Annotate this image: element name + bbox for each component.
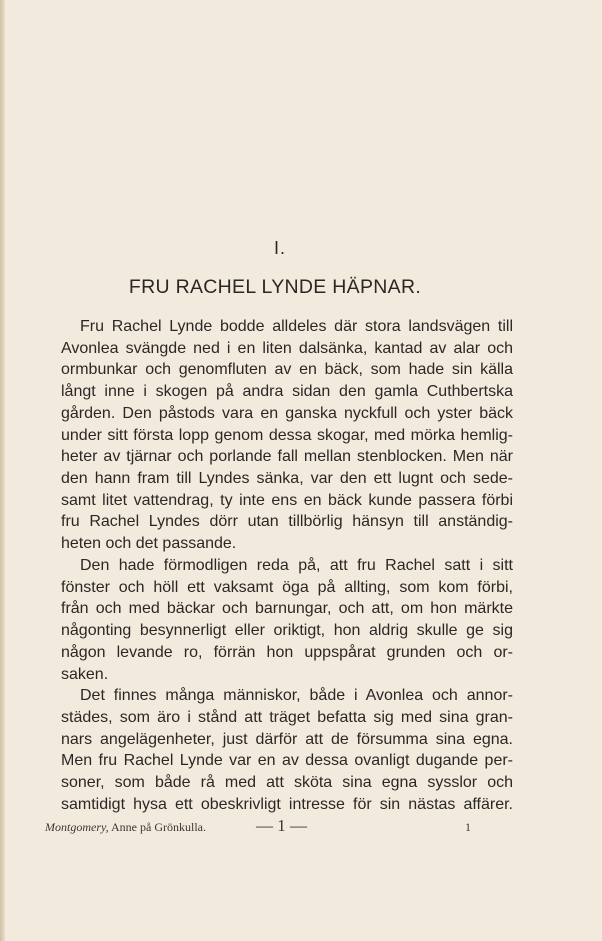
text-line: långt inne i skogen på andra sidan den gamla Cuthbertska	[61, 383, 513, 401]
paragraph	[61, 685, 513, 815]
text-line: fönster och höll ett vaksamt öga på allting, som kom förbi,	[61, 578, 513, 596]
text-line: soner, som både rå med att sköta sina egna sysslor och	[61, 774, 513, 792]
text-line: Avonlea svängde ned i en liten dalsänka, kantad av alar och	[61, 339, 513, 357]
text-line: Men fru Rachel Lynde var en av dessa ovanligt dugande per-	[61, 752, 513, 770]
text-line: samtidigt hysa ett obeskrivligt intresse för sin nästas affärer.	[61, 795, 513, 813]
text-line: saken.	[61, 665, 109, 683]
footer-citation	[45, 820, 206, 835]
text-line: den hann fram till Lyndes sänka, var den ett lugnt och sede-	[61, 470, 513, 488]
text-line: under sitt första lopp genom dessa skogar, med mörka hemlig-	[61, 426, 513, 444]
paragraph	[61, 316, 513, 555]
page-binding-edge	[0, 0, 5, 941]
text-line: från och med bäckar och barnungar, och att, om hon märkte	[61, 600, 513, 618]
text-line: samt litet vattendrag, ty inte ens en bäck kunde passera förbi	[61, 491, 513, 509]
text-line: ormbunkar och genomfluten av en bäck, som hade sin källa	[61, 361, 513, 379]
text-line: någon levande ro, förrän hon uppspårat grunden och or-	[61, 643, 513, 661]
text-line: nars angelägenheter, just därför att de försumma sina egna.	[61, 730, 513, 748]
footer-book-title: Anne på Grönkulla.	[111, 820, 206, 834]
footer-signature-mark: 1	[465, 820, 471, 834]
chapter-number: I.	[273, 238, 286, 258]
chapter-title: FRU RACHEL LYNDE HÄPNAR.	[128, 276, 422, 298]
text-line: gården. Den påstods vara en ganska nyckfull och yster bäck	[61, 404, 513, 422]
text-line: Det finnes många människor, både i Avonlea och annor-	[80, 687, 513, 705]
footer-author: Montgomery,	[45, 820, 109, 834]
text-line: Fru Rachel Lynde bodde alldeles där stora landsvägen till	[80, 318, 513, 335]
paragraph	[61, 555, 513, 685]
footer-page-number: — 1 —	[256, 816, 307, 835]
page-footer	[45, 817, 475, 839]
text-line: fru Rachel Lyndes dörr utan tillbörlig hänsyn till anständig-	[61, 513, 513, 531]
text-line: någonting besynnerligt eller oriktigt, hon aldrig skulle ge sig	[61, 622, 513, 640]
body-text	[61, 316, 513, 816]
text-line: Den hade förmodligen reda på, att fru Rachel satt i sitt	[80, 556, 513, 574]
text-line: städes, som äro i stånd att träget befatta sig med sina gran-	[61, 708, 513, 726]
text-line: heter av tjärnar och porlande fall mellan stenblocken. Men när	[61, 448, 513, 466]
text-line: heten och det passande.	[61, 535, 237, 553]
